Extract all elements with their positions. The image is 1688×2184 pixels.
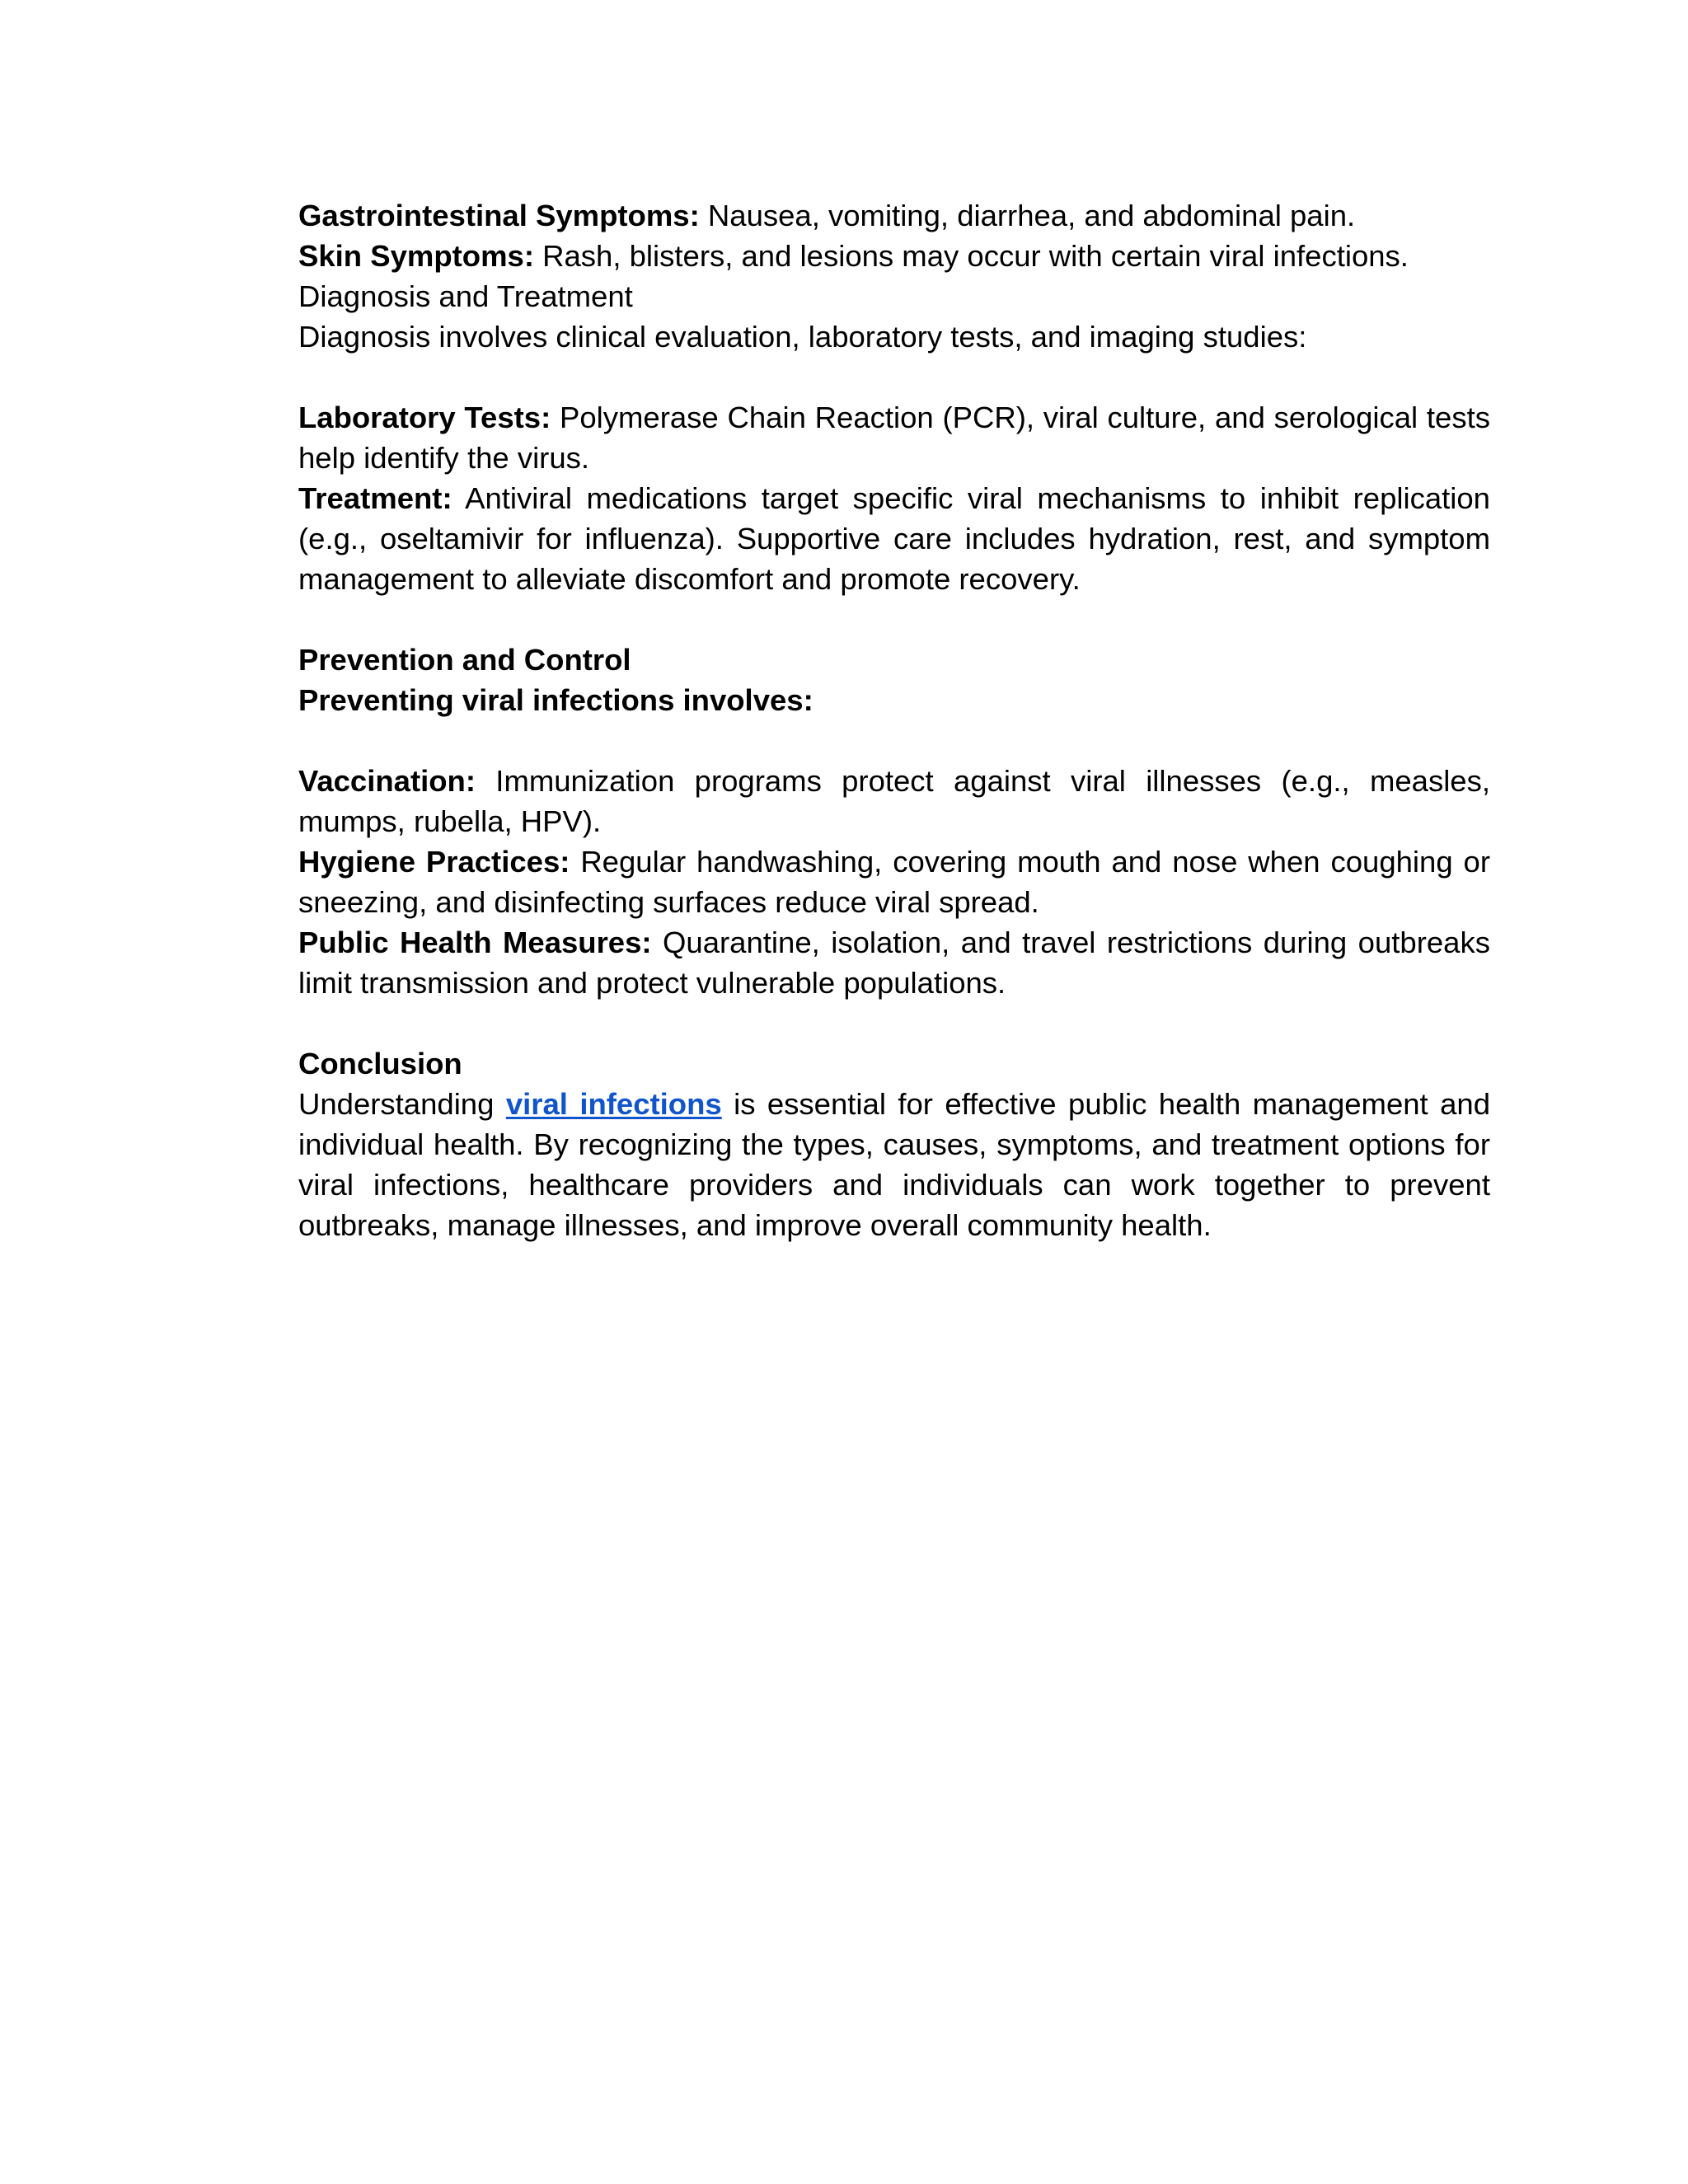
spacer [298, 599, 1490, 640]
vaccination-text: Immunization programs protect against viral illnesses (e.g., measles, mumps, rubella, HPV). [298, 764, 1490, 838]
lab-tests-text: Polymerase Chain Reaction (PCR), viral culture, and serological tests help identify the virus. [298, 401, 1490, 475]
spacer [298, 720, 1490, 761]
diagnosis-intro: Diagnosis involves clinical evaluation, laboratory tests, and imaging studies: [298, 320, 1307, 354]
gi-symptoms-label: Gastrointestinal Symptoms: [298, 199, 700, 232]
treatment-text: Antiviral medications target specific viral mechanisms to inhibit replication (e.g., oseltamivir for influenza). Supportive care includes hydration, rest, and symptom management to alleviate discomfort and promote recovery. [298, 481, 1490, 596]
conclusion-text-before: Understanding [298, 1087, 506, 1121]
conclusion-heading: Conclusion [298, 1047, 462, 1080]
spacer [298, 357, 1490, 397]
prevention-intro: Preventing viral infections involves: [298, 683, 814, 717]
skin-symptoms-label: Skin Symptoms: [298, 239, 534, 273]
skin-symptoms-paragraph [298, 236, 1490, 276]
treatment-label: Treatment: [298, 481, 452, 515]
prevention-heading: Prevention and Control [298, 643, 631, 677]
gi-symptoms-paragraph [298, 195, 1490, 236]
hygiene-paragraph [298, 841, 1490, 922]
conclusion-text-after: is essential for effective public health management and individual health. By recognizing the types, causes, symptoms, and treatment options for viral infections, healthcare providers and individuals can work together to prevent outbreaks, manage illnesses, and improve overall community health. [298, 1087, 1490, 1242]
public-health-label: Public Health Measures: [298, 926, 652, 959]
viral-infections-link[interactable]: viral infections [505, 1087, 722, 1121]
document-page [298, 195, 1490, 1245]
vaccination-label: Vaccination: [298, 764, 476, 798]
lab-tests-label: Laboratory Tests: [298, 401, 551, 434]
spacer [298, 1003, 1490, 1043]
conclusion-paragraph [298, 1084, 1490, 1245]
hygiene-text: Regular handwashing, covering mouth and nose when coughing or sneezing, and disinfecting surfaces reduce viral spread. [298, 845, 1490, 919]
vaccination-paragraph [298, 761, 1490, 841]
treatment-paragraph [298, 478, 1490, 599]
hygiene-label: Hygiene Practices: [298, 845, 570, 879]
gi-symptoms-text: Nausea, vomiting, diarrhea, and abdominal pain. [699, 199, 1356, 232]
lab-tests-paragraph [298, 397, 1490, 478]
diagnosis-heading: Diagnosis and Treatment [298, 279, 633, 313]
public-health-text: Quarantine, isolation, and travel restrictions during outbreaks limit transmission and protect vulnerable populations. [298, 926, 1490, 1000]
skin-symptoms-text: Rash, blisters, and lesions may occur with certain viral infections. [533, 239, 1409, 273]
public-health-paragraph [298, 922, 1490, 1003]
